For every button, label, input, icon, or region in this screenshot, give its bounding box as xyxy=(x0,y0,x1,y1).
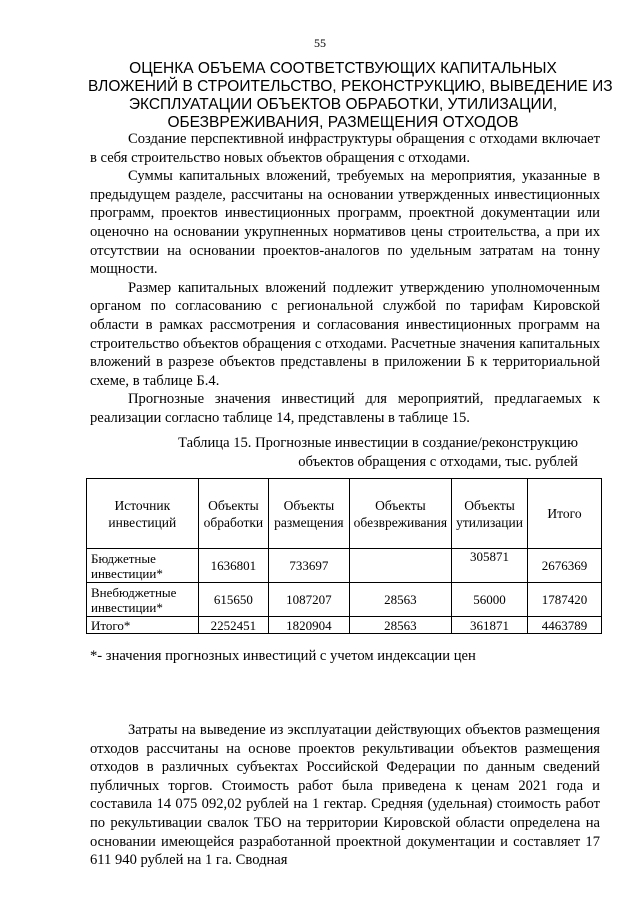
caption-line: Таблица 15. Прогнозные инвестиции в создание/реконструкцию xyxy=(178,435,578,451)
investment-table xyxy=(86,478,602,634)
table-header-row xyxy=(87,479,602,549)
table-cell: 56000 xyxy=(452,583,528,617)
table-cell: Итого* xyxy=(87,617,199,634)
table-cell: 1820904 xyxy=(269,617,350,634)
table-cell: 2676369 xyxy=(527,549,601,583)
heading-line: ОЦЕНКА ОБЪЕМА СООТВЕТСТВУЮЩИХ КАПИТАЛЬНЫХ xyxy=(129,60,557,77)
table-header-cell: Объекты размещения xyxy=(269,479,350,549)
table-row xyxy=(87,549,602,583)
table-header-cell: Объекты обезвреживания xyxy=(349,479,451,549)
table-cell: 2252451 xyxy=(198,617,269,634)
table-caption xyxy=(90,434,578,471)
paragraph: Затраты на выведение из эксплуатации действующих объектов размещения отходов рассчитаны на основе проектов рекультивации объектов размещения отходов в различных субъектах Российской Федерации по данным сведений публичных торгов. Стоимость работ была приведена к ценам 2021 года и составила 14 075 092,02 рублей на 1 гектар. Средняя (удельная) стоимость работ по рекультивации свалок ТБО на территории Кировской области определена на основании имеющейся разработанной проектной документации и составляет 17 611 940 рублей на 1 га. Сводная xyxy=(90,722,600,869)
paragraph: Суммы капитальных вложений, требуемых на мероприятия, указанные в предыдущем разделе, рассчитаны на основании утвержденных инвестиционных программ, проектов инвестиционных программ, проектной документации или оценочно на основании укрупненных нормативов цены строительства, а при их отсутствии на основании проектов-аналогов по удельным затратам на тонну мощности. xyxy=(90,168,600,278)
intro-text xyxy=(90,130,600,428)
table-cell: 28563 xyxy=(349,583,451,617)
table-header-cell: Итого xyxy=(527,479,601,549)
heading-line: ОБЕЗВРЕЖИВАНИЯ, РАЗМЕЩЕНИЯ ОТХОДОВ xyxy=(167,114,519,131)
table-cell: 1087207 xyxy=(269,583,350,617)
table-header-cell: Источник инвестиций xyxy=(87,479,199,549)
table-cell: 4463789 xyxy=(527,617,601,634)
page-number: 55 xyxy=(314,36,326,50)
table-cell: Бюджетные инвестиции* xyxy=(87,549,199,583)
caption-line: объектов обращения с отходами, тыс. рублей xyxy=(298,453,578,470)
table-cell: 1636801 xyxy=(198,549,269,583)
table-footnote: *- значения прогнозных инвестиций с учетом индексации цен xyxy=(90,648,476,664)
closing-text xyxy=(90,721,600,870)
table-cell: 733697 xyxy=(269,549,350,583)
heading-line: ВЛОЖЕНИЙ В СТРОИТЕЛЬСТВО, РЕКОНСТРУКЦИЮ, ВЫВЕДЕНИЕ ИЗ xyxy=(88,78,613,95)
paragraph: Прогнозные значения инвестиций для мероприятий, предлагаемых к реализации согласно таблице 14, представлены в таблице 15. xyxy=(90,391,600,426)
table-row xyxy=(87,617,602,634)
table-cell xyxy=(349,549,451,583)
paragraph: Создание перспективной инфраструктуры обращения с отходами включает в себя строительство новых объектов обращения с отходами. xyxy=(90,131,600,166)
table-header-cell: Объекты утилизации xyxy=(452,479,528,549)
heading-line: ЭКСПЛУАТАЦИИ ОБЪЕКТОВ ОБРАБОТКИ, УТИЛИЗАЦИИ, xyxy=(128,96,558,113)
table-row xyxy=(87,583,602,617)
table-cell: 28563 xyxy=(349,617,451,634)
table-cell: 305871 xyxy=(452,549,528,583)
table-cell: 615650 xyxy=(198,583,269,617)
table-cell: 1787420 xyxy=(527,583,601,617)
table-cell: Внебюджетные инвестиции* xyxy=(87,583,199,617)
section-heading xyxy=(88,60,613,132)
table-cell: 361871 xyxy=(452,617,528,634)
paragraph: Размер капитальных вложений подлежит утверждению уполномоченным органом по согласованию с региональной службой по тарифам Кировской области в рамках рассмотрения и согласования инвестиционных программ на строительство объектов обращения с отходами. Расчетные значения капитальных вложений в разрезе объектов представлены в приложении Б к территориальной схеме, в таблице Б.4. xyxy=(90,279,600,389)
table-header-cell: Объекты обработки xyxy=(198,479,269,549)
